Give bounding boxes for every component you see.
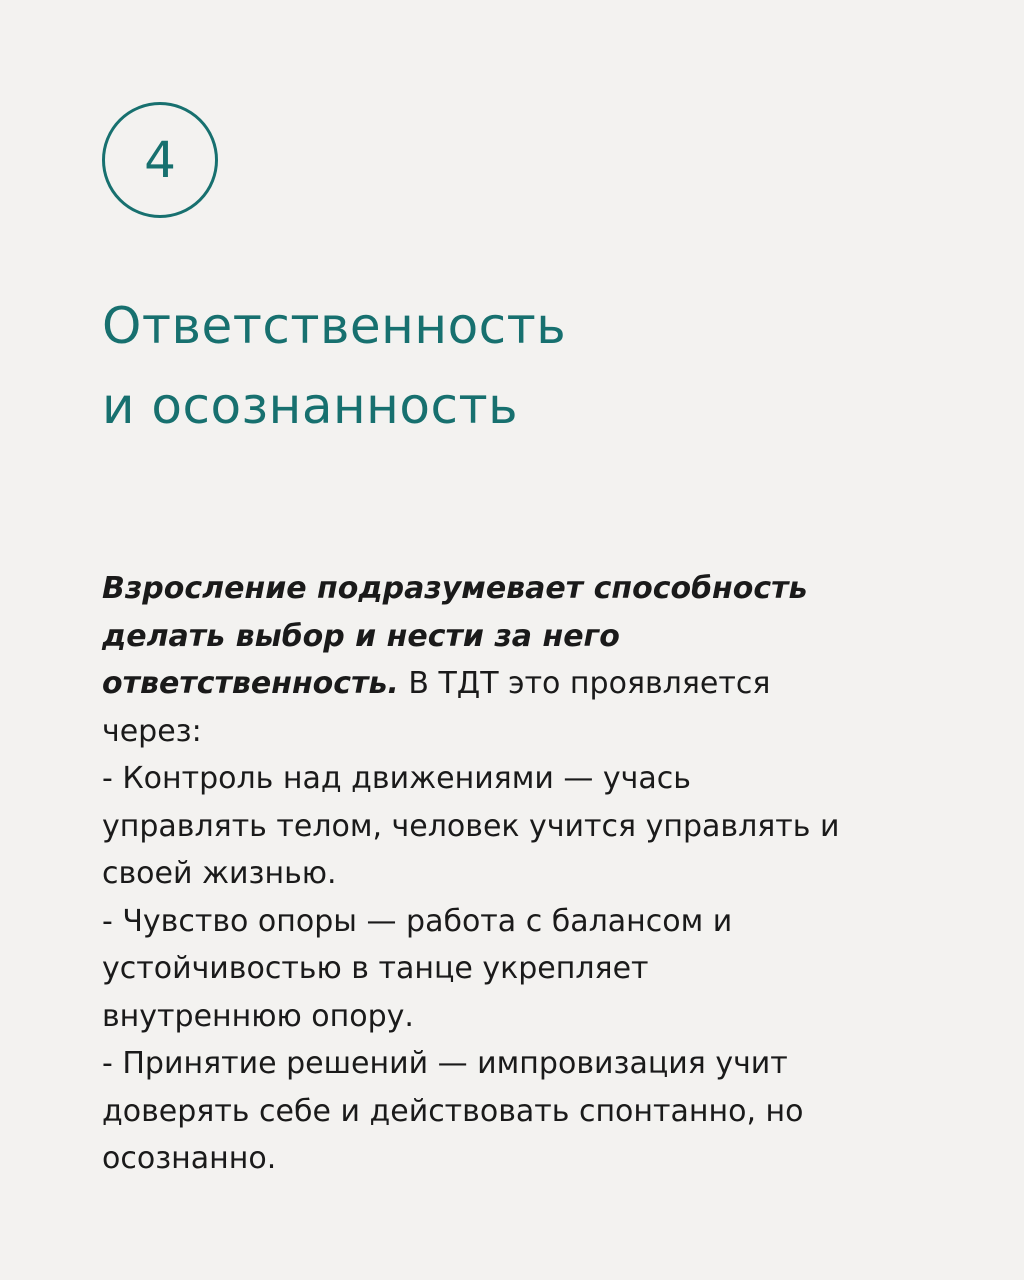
body-text (102, 565, 932, 1183)
lead-line-3: ответственность. (102, 666, 399, 701)
list-item-3-line-1: - Принятие решений — импровизация учит (102, 1046, 788, 1081)
step-number-badge (102, 102, 218, 218)
title-line-1: Ответственность (102, 297, 567, 355)
list-item-2-line-3: внутреннюю опору. (102, 998, 414, 1034)
list-item-1-line-2: управлять телом, человек учится управлять и (102, 808, 840, 844)
step-number: 4 (144, 131, 176, 189)
list-item-3-line-2: доверять себе и действовать спонтанно, но (102, 1093, 804, 1129)
list-item-2-line-2: устойчивостью в танце укрепляет (102, 951, 649, 986)
list-item-1-line-1: - Контроль над движениями — учась (102, 761, 691, 796)
lead-line-3-row (102, 660, 932, 708)
page-title (102, 286, 962, 446)
intro-line-4: через: (102, 713, 202, 749)
intro-tail: В ТДТ это проявляется (398, 666, 771, 701)
title-line-2: и осознанность (102, 377, 519, 435)
list-item-2-line-1: - Чувство опоры — работа с балансом и (102, 903, 733, 939)
list-item-3-line-3: осознанно. (102, 1141, 277, 1176)
lead-line-1: Взросление подразумевает способность (102, 571, 808, 606)
lead-line-2: делать выбор и нести за него (102, 618, 620, 654)
list-item-1-line-3: своей жизнью. (102, 856, 337, 891)
